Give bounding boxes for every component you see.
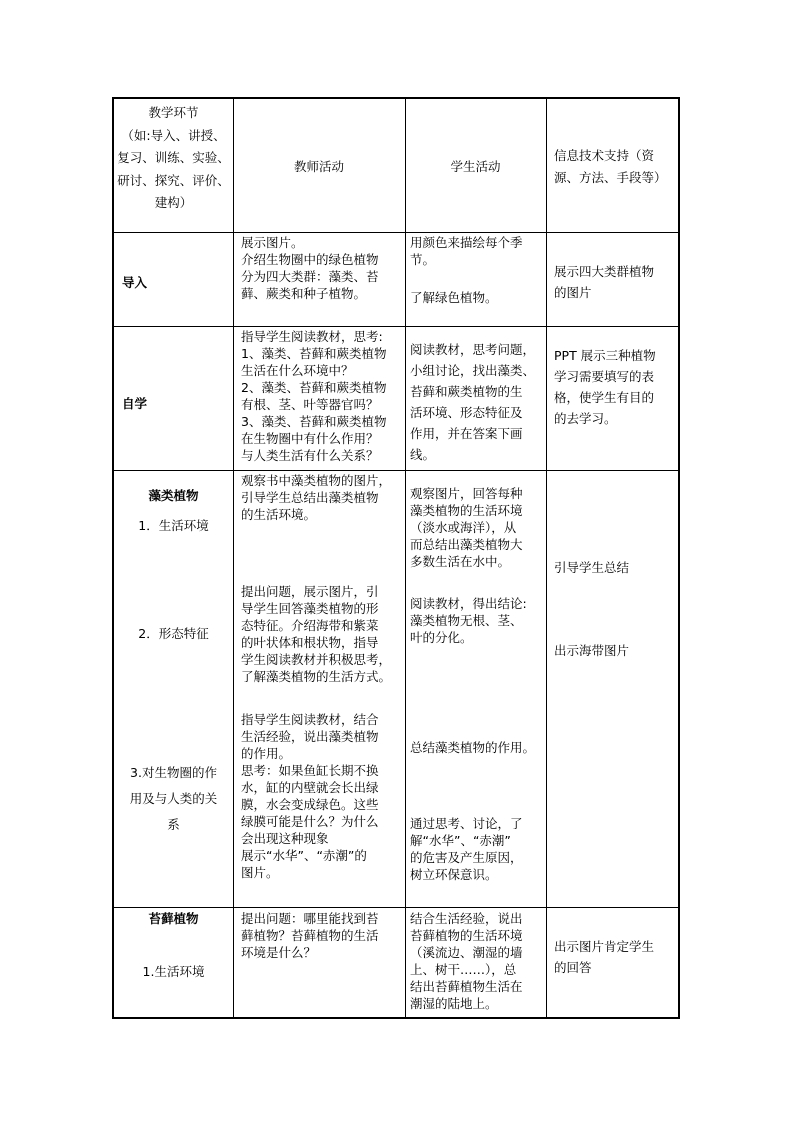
text-line: 环境是什么？ (241, 945, 317, 960)
text-line: 用颜色来描绘每个季 (410, 235, 523, 250)
moss-tech-support (554, 936, 654, 978)
algae-teacher-activity-1 (241, 472, 391, 523)
header-stage-line: （如:导入、讲授、 (121, 127, 226, 143)
algae-section-title: 藻类植物 (148, 488, 199, 503)
moss-student-activity (410, 910, 523, 1012)
intro-student-activity-2: 了解绿色植物。 (410, 290, 498, 305)
text-line: 结合生活经验，说出 (410, 911, 523, 926)
text-line: 绿膜可能是什么？为什么 (241, 814, 379, 829)
text-line: 的生活环境。 (241, 507, 317, 522)
text-line: 阅读教材，思考问题， (410, 342, 536, 357)
text-line: 提出问题，展示图片，引 (241, 584, 379, 599)
header-stage-cell (114, 102, 233, 215)
text-line: 水，缸的内壁就会长出绿 (241, 780, 379, 795)
text-line: 了解藻类植物的生活方式。 (241, 669, 392, 684)
intro-tech-support (554, 261, 654, 303)
header-stage-line: 建构） (154, 195, 193, 211)
text-line: 膜，水会变成绿色。这些 (241, 797, 379, 812)
header-teacher-activity: 教师活动 (293, 159, 344, 174)
text-line: 结出苔藓植物生活在 (410, 979, 523, 994)
text-line: 展示四大类群植物 (554, 264, 655, 279)
text-line: 指导学生阅读教材，思考: (241, 329, 383, 344)
stage-self-study: 自学 (122, 396, 148, 411)
row-divider (114, 232, 678, 233)
text-line: 图片。 (241, 865, 279, 880)
text-line: 在生物圈中有什么作用？ (241, 431, 379, 446)
text-line: 2、藻类、苔藓和蕨类植物 (241, 380, 387, 395)
text-line: （溪流边、潮湿的墙 (410, 945, 523, 960)
text-line: 多数生活在水中。 (410, 554, 511, 569)
row-divider (114, 470, 678, 471)
algae-tech-support-1: 引导学生总结 (554, 560, 630, 575)
column-divider (546, 99, 547, 1017)
text-line: 的叶状体和根状物，指导 (241, 635, 379, 650)
text-line: 树立环保意识。 (410, 867, 498, 882)
self-teacher-activity (241, 328, 386, 464)
text-line: 学生阅读教材并积极思考， (241, 652, 392, 667)
text-line: 用及与人类的关 (129, 791, 218, 806)
text-line: （淡水或海洋），从 (410, 520, 517, 535)
text-line: 生活在什么环境中？ (241, 363, 354, 378)
text-line: 出示图片肯定学生 (554, 939, 655, 954)
header-tech-support (554, 145, 667, 189)
header-tech-line: 源、方法、手段等） (554, 170, 667, 185)
algae-student-activity-3: 总结藻类植物的作用。 (410, 740, 536, 755)
text-line: 3.对生物圈的作 (130, 765, 217, 780)
intro-teacher-activity (241, 234, 379, 302)
algae-sub-role (114, 760, 233, 838)
text-line: 指导学生阅读教材，结合 (241, 712, 379, 727)
text-line: 格，使学生有目的 (554, 390, 655, 405)
algae-teacher-activity-2 (241, 583, 391, 685)
header-stage-line: 复习、训练、实验、 (117, 150, 230, 166)
text-line: 上、树干……），总 (410, 962, 517, 977)
lesson-plan-table (112, 97, 680, 1019)
text-line: 系 (167, 817, 180, 832)
text-line: 介绍生物圈中的绿色植物 (241, 252, 379, 267)
text-line: 藓植物？苔藓植物的生活 (241, 928, 379, 943)
text-line: 分为四大类群：藻类、苔 (241, 269, 379, 284)
header-tech-line: 信息技术支持（资 (554, 148, 655, 163)
text-line: 苔藓植物的生活环境 (410, 928, 523, 943)
algae-tech-support-2: 出示海带图片 (554, 643, 630, 658)
text-line: 苔藓和蕨类植物的生 (410, 384, 523, 399)
algae-sub-morphology: 2．形态特征 (138, 626, 209, 641)
text-line: 3、藻类、苔藓和蕨类植物 (241, 414, 387, 429)
text-line: 小组讨论，找出藻类、 (410, 363, 536, 378)
intro-student-activity-1 (410, 234, 523, 268)
column-divider (405, 99, 406, 1017)
header-stage-line: 研讨、探究、评价、 (117, 172, 230, 188)
text-line: 藓、蕨类和种子植物。 (241, 286, 367, 301)
text-line: 导学生回答藻类植物的形 (241, 601, 379, 616)
moss-section-title: 苔藓植物 (148, 911, 199, 926)
row-divider (114, 907, 678, 908)
header-stage-line: 教学环节 (148, 105, 199, 120)
text-line: 引导学生总结出藻类植物 (241, 490, 379, 505)
text-line: 与人类生活有什么关系？ (241, 448, 379, 463)
text-line: 叶的分化。 (410, 630, 473, 645)
text-line: 藻类植物的生活环境 (410, 503, 523, 518)
moss-sub-habitat: 1.生活环境 (142, 964, 205, 979)
text-line: 学习需要填写的表 (554, 369, 655, 384)
text-line: 提出问题：哪里能找到苔 (241, 911, 379, 926)
text-line: 观察图片，回答每种 (410, 486, 523, 501)
text-line: 节。 (410, 252, 436, 267)
text-line: 有根、茎、叶等器官吗？ (241, 397, 379, 412)
column-divider (233, 99, 234, 1017)
text-line: 展示图片。 (241, 235, 304, 250)
text-line: 1、藻类、苔藓和蕨类植物 (241, 346, 387, 361)
text-line: 通过思考、讨论，了 (410, 816, 523, 831)
algae-student-activity-4 (410, 815, 523, 883)
header-student-activity: 学生活动 (450, 159, 501, 174)
text-line: 的图片 (554, 285, 592, 300)
text-line: 的回答 (554, 960, 592, 975)
text-line: 态特征。介绍海带和紫菜 (241, 618, 379, 633)
text-line: 的作用。 (241, 746, 292, 761)
text-line: 而总结出藻类植物大 (410, 537, 523, 552)
algae-teacher-activity-3 (241, 711, 379, 881)
text-line: 解“水华”、“赤潮” (410, 833, 511, 848)
text-line: 展示“水华”、“赤潮”的 (241, 848, 367, 863)
text-line: 的去学习。 (554, 411, 617, 426)
text-line: 生活经验，说出藻类植物 (241, 729, 379, 744)
text-line: 观察书中藻类植物的图片， (241, 473, 392, 488)
stage-intro: 导入 (122, 275, 148, 290)
algae-sub-habitat: 1．生活环境 (138, 518, 209, 533)
text-line: 思考：如果鱼缸长期不换 (241, 763, 379, 778)
algae-student-activity-2 (410, 595, 527, 646)
text-line: 潮湿的陆地上。 (410, 996, 498, 1011)
algae-student-activity-1 (410, 485, 523, 570)
text-line: 作用，并在答案下画 (410, 426, 523, 441)
text-line: 阅读教材，得出结论: (410, 596, 527, 611)
row-divider (114, 326, 678, 327)
moss-teacher-activity (241, 910, 379, 961)
text-line: 线。 (410, 447, 436, 462)
text-line: 的危害及产生原因， (410, 850, 523, 865)
self-student-activity (410, 339, 535, 465)
text-line: 藻类植物无根、茎、 (410, 613, 523, 628)
text-line: PPT 展示三种植物 (554, 348, 656, 363)
self-tech-support (554, 345, 656, 429)
text-line: 活环境、形态特征及 (410, 405, 523, 420)
text-line: 会出现这种现象 (241, 831, 329, 846)
